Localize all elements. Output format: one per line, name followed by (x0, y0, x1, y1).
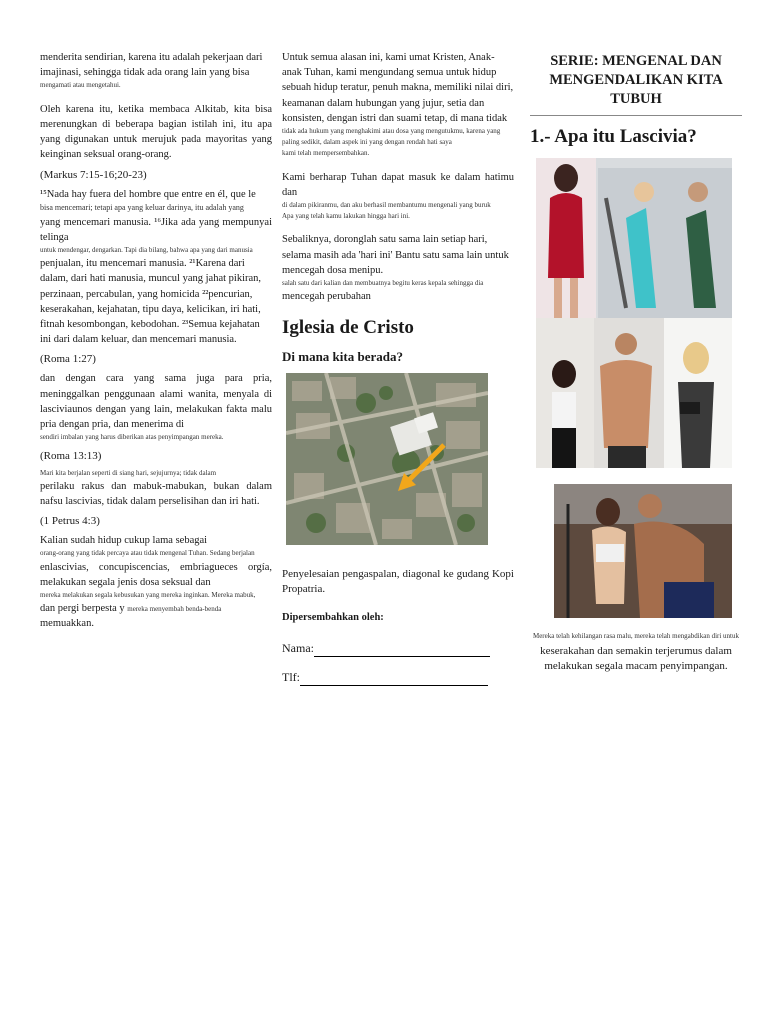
name-label: Nama: (282, 640, 314, 655)
location-heading: Di mana kita berada? (282, 348, 403, 364)
verse-text: dan pergi berpesta y (40, 603, 125, 615)
satellite-map-image (286, 373, 488, 545)
small-text: mereka melakukan segala kebusukan yang mereka inginkan. Mereka mabuk, (40, 590, 256, 599)
paragraph: imajinasi, sehingga tidak ada orang lain yang bisa (40, 67, 250, 79)
paragraph: Untuk semua alasan ini, kami umat Kristen, Anak-anak Tuhan, kami mengundang semua untuk hidup sebuah hidup teratur, penuh makna, memiliki nilai diri, keamanan dalam hubungan yang jujur, setia dan konsisten, dengan istri dan suami tetap, di mana tidak (282, 52, 514, 124)
bible-reference: (Markus 7:15-16;20-23) (40, 168, 147, 181)
small-text: kami telah mempersembahkan. (282, 149, 370, 158)
workout-image (554, 484, 732, 618)
column-left (40, 50, 272, 632)
small-text: untuk mendengar, dengarkan. Tapi dia bilang, bahwa apa yang dari manusia (40, 245, 253, 254)
phone-blank-line (300, 673, 488, 686)
small-text: sendiri imbalan yang harus diberikan atas penyimpangan mereka. (40, 433, 224, 442)
verse-text: dan dengan cara yang sama juga para pria, meninggalkan penggunaan alami wanita, menyala di lasciviaunos dengan yang lain, melakukan fakta malu pria dengan pria, dan menerima di (40, 373, 272, 431)
gym-image (536, 158, 732, 318)
verse-text: yang mencemari manusia. ¹⁶Jika ada yang mempunyai telinga (40, 216, 272, 243)
column-middle (282, 50, 514, 686)
name-blank-line (314, 644, 490, 657)
small-text: di dalam pikiranmu, dan aku berhasil membantumu mengenali yang buruk (282, 201, 491, 210)
series-title: SERIE: MENGENAL DAN MENGENDALIKAN KITA TUBUH (530, 52, 742, 116)
fitness-image (536, 318, 732, 468)
verse-text: bisa mencemari; tetapi apa yang keluar darinya, itu adalah yang (40, 202, 244, 212)
paragraph: Oleh karena itu, ketika membaca Alkitab, kita bisa merenungkan di beberapa bagian istilah ini, itu apa yang digunakan untuk merujuk pada mayoritas yang keinginan seksual orang-orang. (40, 103, 272, 161)
verse-text: enlascivias, concupiscencias, embriagueces orgía, melakukan segala jenis dosa seksual dan (40, 561, 272, 588)
paragraph: mencegah perubahan (282, 291, 371, 303)
location-map (286, 373, 488, 545)
small-text: mereka menyembah benda-benda (127, 605, 222, 614)
small-text: Mari kita berjalan seperti di siang hari, sejujurnya; tidak dalam (40, 468, 217, 477)
section-question: 1.- Apa itu Lascivia? (530, 125, 697, 147)
verse-text: perilaku rakus dan mabuk-mabukan, bukan dalam nafsu lascivias, tidak dalam perselisihan dan iri hati. (40, 480, 272, 507)
caption: keserakahan dan semakin terjerumus dalam melakukan segala macam penyimpangan. (540, 644, 732, 673)
church-name: Iglesia de Cristo (282, 316, 414, 338)
small-text: mengamati atau mengetahui. (40, 81, 121, 90)
verse-text: Kalian sudah hidup cukup lama sebagai (40, 535, 208, 547)
directions-text: Penyelesaian pengaspalan, diagonal ke gudang Kopi Propatria. (282, 567, 514, 596)
small-text: tidak ada hukum yang menghakimi atau dosa yang mengutukmu, karena yang paling sedikit, dalam aspek ini yang dengan rendah hati saya (282, 127, 501, 147)
small-text: orang-orang yang tidak percaya atau tidak mengenal Tuhan. Sedang berjalan (40, 549, 255, 558)
paragraph: menderita sendirian, karena itu adalah pekerjaan dari (40, 52, 263, 63)
verse-text: memuakkan. (40, 618, 94, 630)
bible-reference: (Roma 13:13) (40, 449, 102, 462)
workout-photo (554, 484, 732, 618)
verse-text: penjualan, itu mencemari manusia. ²¹Karena dari dalam, dari hati manusia, muncul yang jahat pikiran, perzinaan, percabulan, yang homicida ²²pencurian, keserakahan, kejahatan, tipu daya, kelicikan, iri hati, fitnah kesombongan, kebodohan. ²³Semua kejahatan ini dari dalam keluar, dan mencemari manusia. (40, 258, 262, 346)
bible-reference: (Roma 1:27) (40, 353, 96, 366)
paragraph: Kami berharap Tuhan dapat masuk ke dalam hatimu dan (282, 171, 514, 198)
column-right (530, 52, 742, 675)
caption-small: Mereka telah kehilangan rasa malu, mereka telah mengabdikan diri untuk (532, 631, 740, 640)
phone-label: Tlf: (282, 670, 300, 685)
bible-reference: (1 Petrus 4:3) (40, 515, 100, 528)
photo-collage (536, 158, 732, 618)
fitness-photo (536, 318, 732, 468)
presented-by-label: Dipersembahkan oleh: (282, 612, 384, 624)
small-text: salah satu dari kalian dan membuatnya begitu keras kepala sehingga dia (282, 279, 484, 288)
small-text: Apa yang telah kamu lakukan hingga hari ini. (282, 212, 410, 221)
verse-text: ¹⁵Nada hay fuera del hombre que entre en él, que le (40, 188, 256, 200)
gym-photo (536, 158, 732, 318)
paragraph: Sebaliknya, doronglah satu sama lain setiap hari, selama masih ada 'hari ini' Bantu satu sama lain untuk mencegah dosa menipu. (282, 234, 509, 276)
